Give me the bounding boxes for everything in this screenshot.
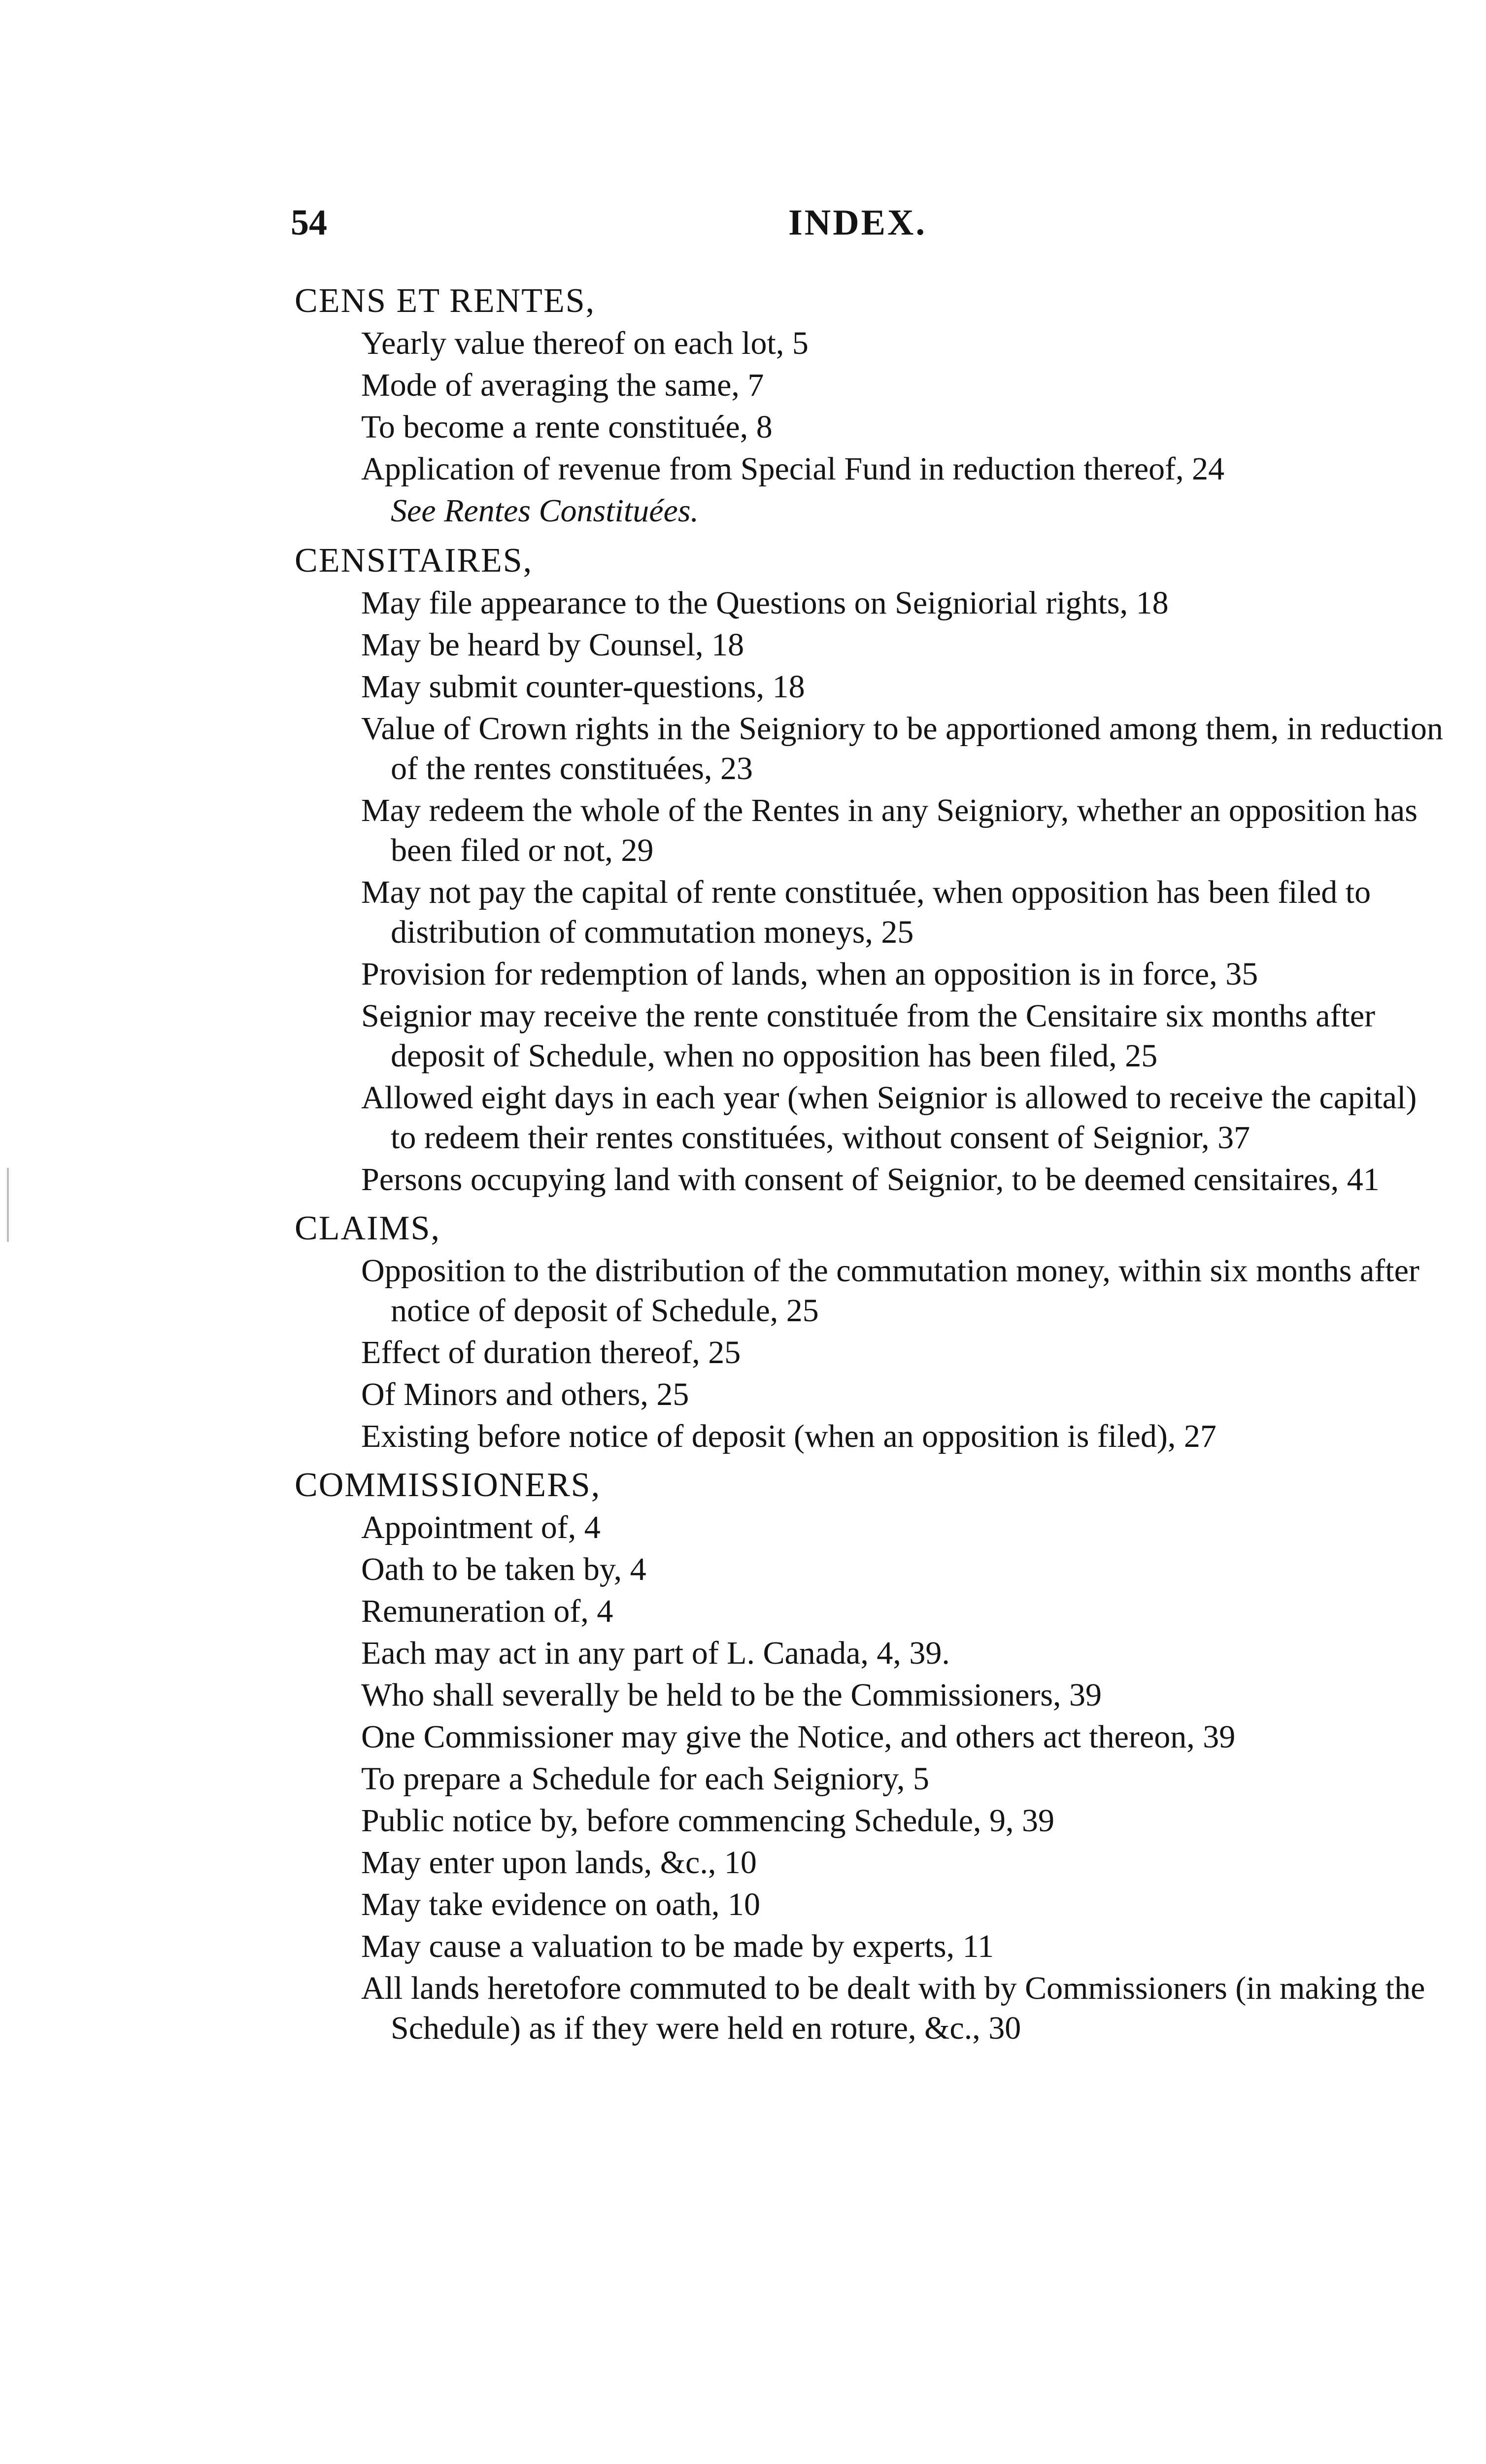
index-entry: Value of Crown rights in the Seigniory to be apportioned among them, in reduction of the rentes constituées, 23 [361, 711, 1443, 787]
section-heading: CENS ET RENTES, [295, 282, 596, 320]
index-section-cens-et-rentes [295, 281, 1448, 531]
index-entry: Of Minors and others, 25 [361, 1376, 689, 1412]
index-entry: Public notice by, before commencing Schedule, 9, 39 [361, 1803, 1055, 1839]
index-entry: May be heard by Counsel, 18 [361, 627, 744, 663]
index-section-claims [295, 1208, 1448, 1456]
page-title: INDEX. [788, 203, 927, 243]
index-entry: Effect of duration thereof, 25 [361, 1335, 741, 1370]
index-body [295, 281, 1448, 2050]
index-entry: One Commissioner may give the Notice, and others act thereon, 39 [361, 1719, 1236, 1755]
index-entry: Existing before notice of deposit (when an opposition is filed), 27 [361, 1418, 1216, 1454]
index-entry: Opposition to the distribution of the commutation money, within six months after notice of deposit of Schedule, 25 [361, 1253, 1419, 1329]
index-entry: Persons occupying land with consent of Seignior, to be deemed censitaires, 41 [361, 1162, 1380, 1198]
index-entry: Each may act in any part of L. Canada, 4, 39. [361, 1635, 950, 1671]
index-entry: Allowed eight days in each year (when Seignior is allowed to receive the capital) to redeem their rentes constituées, without consent of Seignior, 37 [361, 1080, 1417, 1156]
section-heading: COMMISSIONERS, [295, 1466, 601, 1504]
index-entry: All lands heretofore commuted to be dealt with by Commissioners (in making the Schedule) as if they were held en roture, &c., 30 [361, 1970, 1425, 2046]
page-header [291, 202, 1099, 251]
index-entry: Yearly value thereof on each lot, 5 [361, 325, 809, 361]
index-entry: May file appearance to the Questions on Seigniorial rights, 18 [361, 585, 1169, 621]
scan-margin-mark [7, 1168, 9, 1242]
index-entry: Oath to be taken by, 4 [361, 1551, 646, 1587]
index-entry: May take evidence on oath, 10 [361, 1886, 761, 1922]
index-section-commissioners [295, 1465, 1448, 2048]
see-also-reference: See Rentes Constituées. [391, 493, 699, 529]
index-entry: May submit counter-questions, 18 [361, 669, 805, 705]
index-entry: Remuneration of, 4 [361, 1593, 613, 1629]
index-entry: Appointment of, 4 [361, 1509, 601, 1545]
section-heading: CLAIMS, [295, 1209, 440, 1247]
index-entry: To become a rente constituée, 8 [361, 409, 773, 445]
index-entry: To prepare a Schedule for each Seigniory, 5 [361, 1761, 929, 1797]
index-entry: Application of revenue from Special Fund in reduction thereof, 24 [361, 451, 1225, 487]
index-entry: Seignior may receive the rente constituée from the Censitaire six months after deposit of Schedule, when no opposition has been filed, 25 [361, 998, 1376, 1074]
index-entry: Provision for redemption of lands, when an opposition is in force, 35 [361, 956, 1258, 992]
index-entry: May redeem the whole of the Rentes in any Seigniory, whether an opposition has been filed or not, 29 [361, 792, 1418, 868]
index-entry: May enter upon lands, &c., 10 [361, 1845, 757, 1881]
index-entry: Who shall severally be held to be the Commissioners, 39 [361, 1677, 1102, 1713]
section-heading: CENSITAIRES, [295, 542, 533, 580]
index-entry: Mode of averaging the same, 7 [361, 367, 764, 403]
index-entry: May not pay the capital of rente constituée, when opposition has been filed to distribution of commutation moneys, 25 [361, 874, 1371, 950]
page-number: 54 [291, 203, 327, 243]
index-section-censitaires [295, 541, 1448, 1199]
index-entry: May cause a valuation to be made by experts, 11 [361, 1928, 994, 1964]
